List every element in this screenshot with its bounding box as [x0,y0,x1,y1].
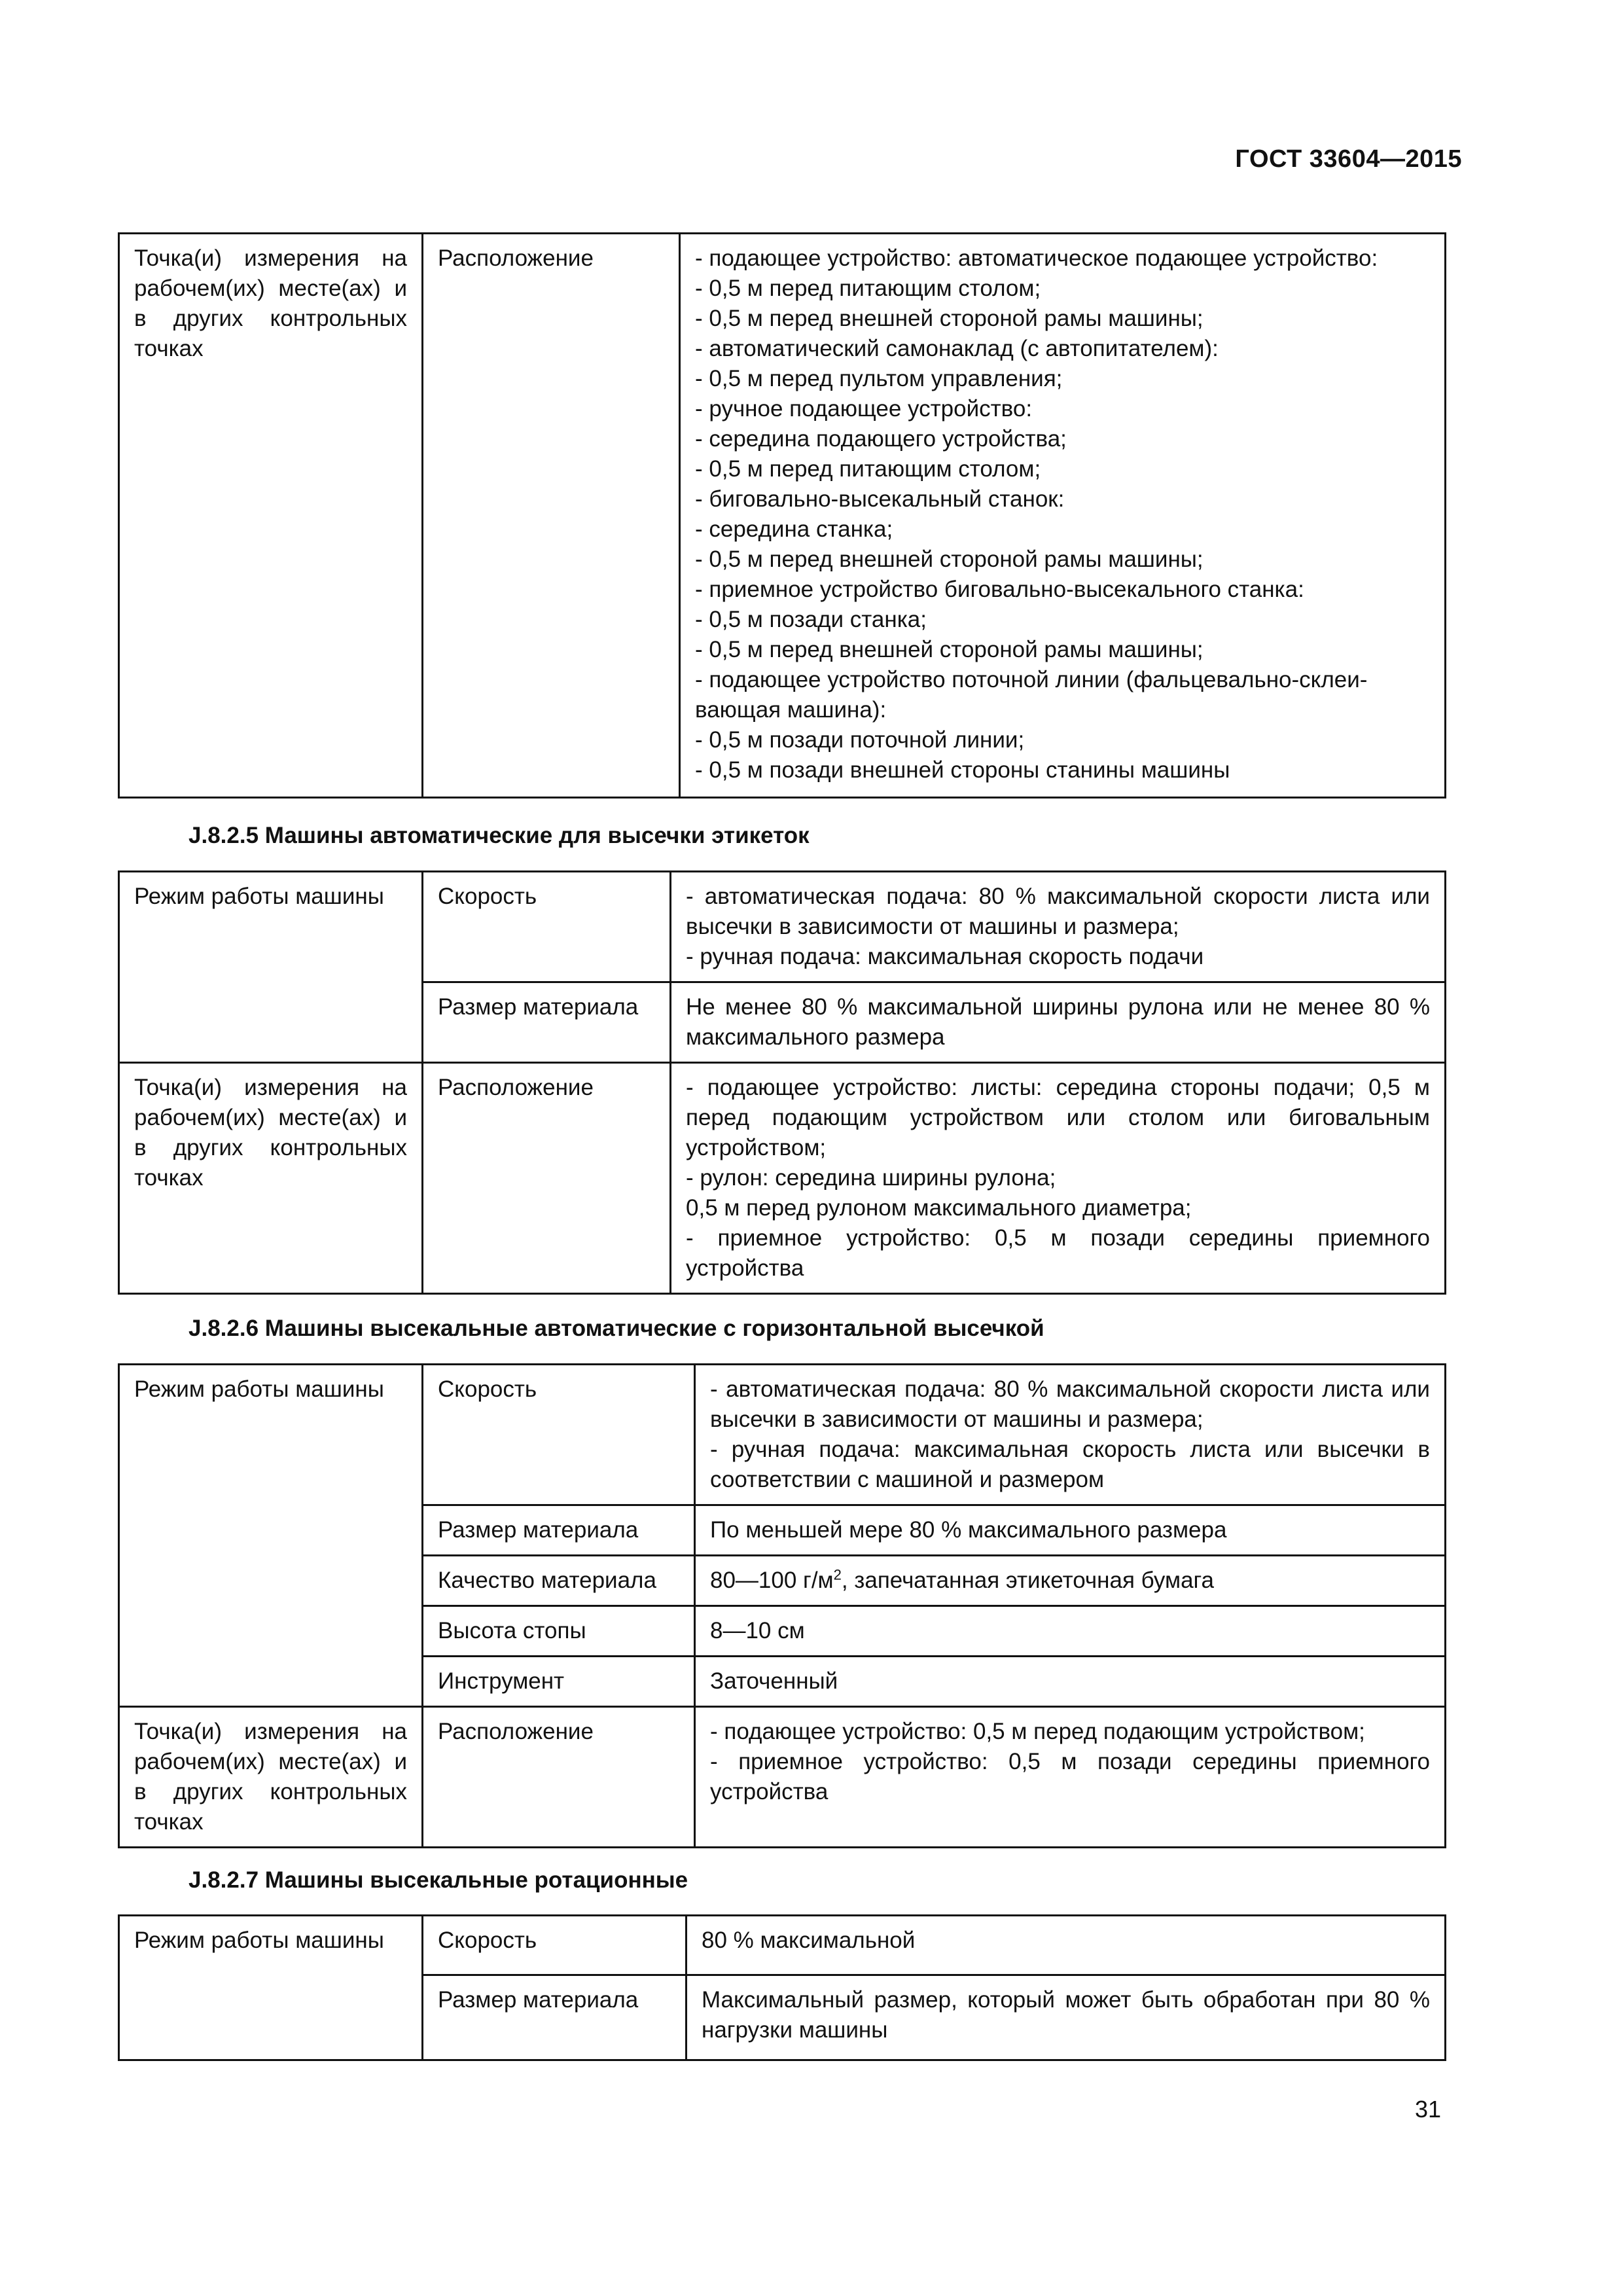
speed-value-cell [671,872,1446,982]
size-label-cell: Размер материала [423,1975,687,2060]
section-title-j827: J.8.2.7 Машины высекальные ротационные [188,1867,688,1893]
list-item: - 0,5 м перед внешней стороной рамы машины; [695,547,1204,572]
location-values-cell [671,1063,1446,1294]
mode-label-cell: Режим работы машины [119,872,423,1063]
document-header: ГОСТ 33604—2015 [1235,145,1462,173]
table-row [119,1707,1446,1848]
table-j826 [118,1363,1446,1848]
list-item: 0,5 м перед рулоном максимального диаметра; [686,1195,1192,1221]
list-item: - 0,5 м перед внешней стороной рамы машины; [695,637,1204,662]
quality-value-rest: , запечатанная этикеточная бумага [841,1568,1215,1593]
list-item: - 0,5 м перед питающим столом; [695,276,1041,301]
table-row [119,872,1446,982]
measurement-point-cell: Точка(и) измерения на рабочем(их) месте(ах) и в других контрольных точках [119,1707,423,1848]
page-number: 31 [1414,2096,1441,2123]
speed-value-cell: 80 % максимальной [687,1916,1446,1975]
list-item: - рулон: середина ширины рулона; [686,1165,1056,1191]
size-label-cell: Размер материала [423,1505,695,1556]
measurement-point-cell: Точка(и) измерения на рабочем(их) месте(ах) и в других контрольных точках [119,234,423,798]
stack-label-cell: Высота стопы [423,1606,695,1657]
size-label-cell: Размер материала [423,982,671,1063]
quality-value: 80—100 г/м [710,1568,834,1593]
size-value-cell: По меньшей мере 80 % максимального размера [695,1505,1446,1556]
stack-value-cell: 8—10 см [695,1606,1446,1657]
list-item: - автоматическая подача: 80 % максимальной скорости листа или высечки в зависимости от машины и размера; [686,884,1430,939]
location-label-cell: Расположение [423,1707,695,1848]
quality-label-cell: Качество материала [423,1556,695,1606]
list-item: - 0,5 м перед питающим столом; [695,456,1041,482]
quality-value-cell [695,1556,1446,1606]
list-item: - 0,5 м позади станка; [695,607,927,632]
list-item: - приемное устройство: 0,5 м позади середины приемного устройства [686,1225,1430,1281]
location-label-cell: Расположение [423,234,680,798]
section-title-j825: J.8.2.5 Машины автоматические для высечки этикеток [188,823,810,848]
list-item: - 0,5 м перед пультом управления; [695,366,1063,391]
location-values-cell [695,1707,1446,1848]
list-item: - ручная подача: максимальная скорость листа или высечки в соответствии с машиной и размером [710,1437,1430,1492]
list-item: - ручное подающее устройство: [695,396,1033,422]
list-item: - подающее устройство: автоматическое подающее устройство: [695,245,1378,271]
speed-label-cell: Скорость [423,1365,695,1505]
tool-label-cell: Инструмент [423,1657,695,1707]
table-continued [118,232,1446,798]
speed-label-cell: Скорость [423,1916,687,1975]
location-values-cell [680,234,1446,798]
table-row [119,1365,1446,1505]
list-item: - приемное устройство биговально-высекального станка: [695,577,1304,602]
speed-value-cell [695,1365,1446,1505]
speed-label-cell: Скорость [423,872,671,982]
size-value-cell: Не менее 80 % максимальной ширины рулона или не менее 80 % максимального размера [671,982,1446,1063]
mode-label-cell: Режим работы машины [119,1365,423,1707]
list-item: - 0,5 м позади поточной линии; [695,727,1025,753]
list-item: - середина подающего устройства; [695,426,1067,452]
quality-unit-exponent: 2 [833,1566,842,1583]
list-item: - биговально-высекальный станок: [695,486,1065,512]
table-j825 [118,870,1446,1295]
list-item: - ручная подача: максимальная скорость подачи [686,944,1204,969]
table-row [119,1916,1446,1975]
list-item: - подающее устройство: листы: середина стороны подачи; 0,5 м перед подающим устройством или столом или биговальным устройством; [686,1075,1430,1160]
location-label-cell: Расположение [423,1063,671,1294]
list-item: - подающее устройство: 0,5 м перед подающим устройством; [710,1719,1365,1744]
section-title-j826: J.8.2.6 Машины высекальные автоматические с горизонтальной высечкой [188,1316,1044,1341]
tool-value-cell: Заточенный [695,1657,1446,1707]
list-item: - автоматическая подача: 80 % максимальной скорости листа или высечки в зависимости от машины и размера; [710,1376,1430,1432]
measurement-point-cell: Точка(и) измерения на рабочем(их) месте(ах) и в других контрольных точках [119,1063,423,1294]
mode-label-cell: Режим работы машины [119,1916,423,2060]
list-item: - подающее устройство поточной линии (фальцевально-склеи- [695,667,1368,692]
list-item: - 0,5 м перед внешней стороной рамы машины; [695,306,1204,331]
list-item: - середина станка; [695,516,893,542]
list-item: - 0,5 м позади внешней стороны станины машины [695,757,1230,783]
list-item: - автоматический самонаклад (с автопитателем): [695,336,1219,361]
table-row [119,234,1446,798]
list-item: - приемное устройство: 0,5 м позади середины приемного устройства [710,1749,1430,1804]
list-item: вающая машина): [695,697,887,723]
table-j827 [118,1914,1446,2061]
size-value-cell: Максимальный размер, который может быть обработан при 80 % нагрузки машины [687,1975,1446,2060]
table-row [119,1063,1446,1294]
